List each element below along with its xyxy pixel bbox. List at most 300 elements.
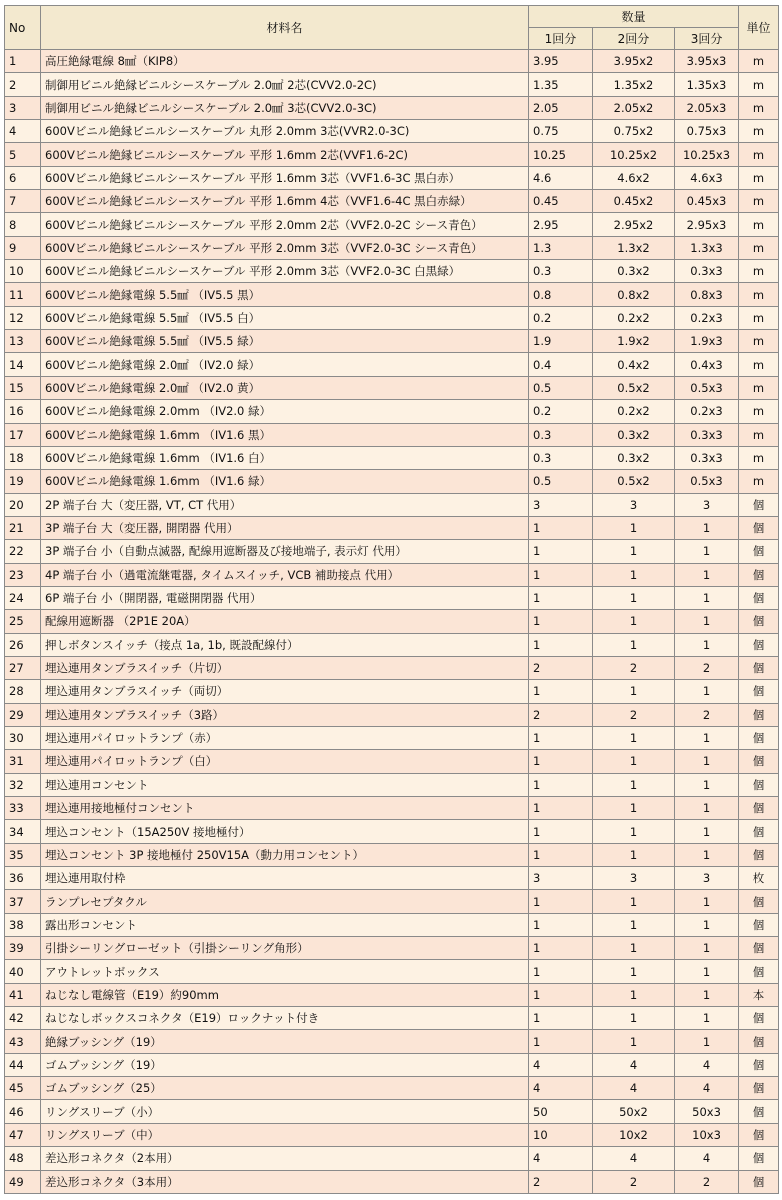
row-quantity-1: 1.35: [529, 73, 593, 96]
header-quantity-1: 1回分: [529, 28, 593, 50]
row-material-name: ねじなしボックスコネクタ（E19）ロックナット付き: [41, 1007, 529, 1030]
row-quantity-2: 0.45x2: [593, 190, 675, 213]
row-material-name: 600Vビニル絶縁ビニルシースケーブル 平形 2.0mm 2芯（VVF2.0-2C シース青色）: [41, 213, 529, 236]
row-quantity-3: 1: [675, 563, 739, 586]
row-no: 24: [5, 586, 41, 609]
row-material-name: 600Vビニル絶縁電線 2.0㎟ （IV2.0 緑）: [41, 353, 529, 376]
row-material-name: 600Vビニル絶縁電線 1.6mm （IV1.6 黒）: [41, 423, 529, 446]
row-no: 43: [5, 1030, 41, 1053]
row-quantity-1: 0.8: [529, 283, 593, 306]
row-quantity-2: 1: [593, 797, 675, 820]
row-unit: m: [739, 50, 779, 73]
row-no: 8: [5, 213, 41, 236]
row-unit: m: [739, 400, 779, 423]
row-quantity-1: 1: [529, 843, 593, 866]
header-quantity-3: 3回分: [675, 28, 739, 50]
row-unit: m: [739, 353, 779, 376]
row-quantity-2: 0.3x2: [593, 446, 675, 469]
row-unit: m: [739, 283, 779, 306]
row-material-name: 600Vビニル絶縁電線 5.5㎟ （IV5.5 黒）: [41, 283, 529, 306]
row-quantity-2: 0.3x2: [593, 423, 675, 446]
row-quantity-1: 1: [529, 610, 593, 633]
row-material-name: 高圧絶縁電線 8㎟（KIP8）: [41, 50, 529, 73]
row-no: 37: [5, 890, 41, 913]
table-row: [5, 820, 779, 843]
row-quantity-1: 1: [529, 516, 593, 539]
row-unit: 個: [739, 516, 779, 539]
row-quantity-1: 1: [529, 913, 593, 936]
row-quantity-2: 2: [593, 703, 675, 726]
row-quantity-2: 1: [593, 820, 675, 843]
row-quantity-2: 0.2x2: [593, 400, 675, 423]
row-quantity-3: 10.25x3: [675, 143, 739, 166]
row-no: 14: [5, 353, 41, 376]
row-material-name: 引掛シーリングローゼット（引掛シーリング角形）: [41, 937, 529, 960]
row-unit: 個: [739, 540, 779, 563]
table-row: [5, 1147, 779, 1170]
row-quantity-1: 1.9: [529, 330, 593, 353]
row-unit: 個: [739, 493, 779, 516]
row-quantity-2: 0.8x2: [593, 283, 675, 306]
row-unit: 個: [739, 913, 779, 936]
table-row: [5, 1170, 779, 1193]
row-unit: m: [739, 423, 779, 446]
row-quantity-2: 1: [593, 750, 675, 773]
row-quantity-2: 1: [593, 913, 675, 936]
row-no: 15: [5, 376, 41, 399]
row-quantity-3: 4.6x3: [675, 166, 739, 189]
table-row: [5, 1100, 779, 1123]
row-material-name: リングスリーブ（小）: [41, 1100, 529, 1123]
row-no: 18: [5, 446, 41, 469]
row-no: 1: [5, 50, 41, 73]
row-unit: m: [739, 446, 779, 469]
row-quantity-2: 3.95x2: [593, 50, 675, 73]
table-row: [5, 400, 779, 423]
table-row: [5, 633, 779, 656]
table-row: [5, 726, 779, 749]
row-no: 29: [5, 703, 41, 726]
row-quantity-2: 1.35x2: [593, 73, 675, 96]
row-quantity-2: 1: [593, 1030, 675, 1053]
row-quantity-3: 1: [675, 890, 739, 913]
row-material-name: 差込形コネクタ（3本用）: [41, 1170, 529, 1193]
row-unit: 個: [739, 750, 779, 773]
row-no: 41: [5, 983, 41, 1006]
row-no: 4: [5, 120, 41, 143]
row-quantity-2: 0.4x2: [593, 353, 675, 376]
row-quantity-3: 0.3x3: [675, 423, 739, 446]
row-unit: m: [739, 120, 779, 143]
table-row: [5, 190, 779, 213]
table-row: [5, 330, 779, 353]
row-no: 9: [5, 236, 41, 259]
table-row: [5, 797, 779, 820]
row-material-name: 埋込連用パイロットランプ（赤）: [41, 726, 529, 749]
row-quantity-2: 0.5x2: [593, 376, 675, 399]
row-unit: 個: [739, 633, 779, 656]
table-row: [5, 773, 779, 796]
row-quantity-1: 1.3: [529, 236, 593, 259]
row-quantity-3: 2.95x3: [675, 213, 739, 236]
row-quantity-3: 1.9x3: [675, 330, 739, 353]
row-quantity-3: 2.05x3: [675, 96, 739, 119]
row-quantity-2: 1: [593, 960, 675, 983]
table-row: [5, 120, 779, 143]
row-quantity-3: 0.75x3: [675, 120, 739, 143]
row-quantity-2: 1: [593, 773, 675, 796]
row-quantity-2: 1.9x2: [593, 330, 675, 353]
row-quantity-2: 1: [593, 633, 675, 656]
row-no: 2: [5, 73, 41, 96]
row-quantity-1: 0.2: [529, 400, 593, 423]
row-quantity-1: 2: [529, 1170, 593, 1193]
row-no: 16: [5, 400, 41, 423]
row-no: 30: [5, 726, 41, 749]
row-quantity-1: 3: [529, 867, 593, 890]
row-material-name: 露出形コンセント: [41, 913, 529, 936]
row-quantity-1: 0.3: [529, 423, 593, 446]
row-no: 33: [5, 797, 41, 820]
row-unit: 個: [739, 726, 779, 749]
row-quantity-1: 1: [529, 750, 593, 773]
row-quantity-3: 1: [675, 913, 739, 936]
row-quantity-1: 1: [529, 540, 593, 563]
row-quantity-3: 2: [675, 1170, 739, 1193]
row-no: 28: [5, 680, 41, 703]
row-unit: 個: [739, 703, 779, 726]
row-material-name: 600Vビニル絶縁ビニルシースケーブル 平形 2.0mm 3芯（VVF2.0-3C 白黒緑）: [41, 260, 529, 283]
header-unit: 単位: [739, 6, 779, 50]
table-row: [5, 260, 779, 283]
row-quantity-3: 3: [675, 867, 739, 890]
row-quantity-2: 2.95x2: [593, 213, 675, 236]
table-row: [5, 750, 779, 773]
row-quantity-2: 1: [593, 563, 675, 586]
row-unit: 個: [739, 843, 779, 866]
row-unit: 個: [739, 1077, 779, 1100]
row-no: 40: [5, 960, 41, 983]
table-row: [5, 283, 779, 306]
row-unit: 個: [739, 1100, 779, 1123]
row-no: 20: [5, 493, 41, 516]
row-material-name: リングスリーブ（中）: [41, 1123, 529, 1146]
row-no: 49: [5, 1170, 41, 1193]
row-material-name: 3P 端子台 小（自動点滅器, 配線用遮断器及び接地端子, 表示灯 代用）: [41, 540, 529, 563]
row-no: 3: [5, 96, 41, 119]
table-body: [5, 50, 779, 1194]
table-row: [5, 353, 779, 376]
row-material-name: 600Vビニル絶縁ビニルシースケーブル 平形 1.6mm 4芯（VVF1.6-4C 黒白赤緑）: [41, 190, 529, 213]
row-no: 38: [5, 913, 41, 936]
row-quantity-1: 1: [529, 797, 593, 820]
row-material-name: ランプレセプタクル: [41, 890, 529, 913]
row-quantity-2: 0.75x2: [593, 120, 675, 143]
row-material-name: アウトレットボックス: [41, 960, 529, 983]
row-quantity-3: 0.5x3: [675, 470, 739, 493]
table-row: [5, 563, 779, 586]
row-quantity-1: 0.3: [529, 446, 593, 469]
row-unit: m: [739, 143, 779, 166]
row-no: 19: [5, 470, 41, 493]
row-quantity-2: 1: [593, 726, 675, 749]
row-quantity-2: 1: [593, 540, 675, 563]
table-row: [5, 96, 779, 119]
row-quantity-1: 4: [529, 1077, 593, 1100]
row-material-name: 600Vビニル絶縁電線 1.6mm （IV1.6 緑）: [41, 470, 529, 493]
row-material-name: 埋込連用タンブラスイッチ（片切）: [41, 656, 529, 679]
row-material-name: 埋込連用取付枠: [41, 867, 529, 890]
table-row: [5, 446, 779, 469]
row-quantity-1: 0.5: [529, 376, 593, 399]
row-unit: 個: [739, 586, 779, 609]
row-no: 46: [5, 1100, 41, 1123]
row-quantity-2: 0.5x2: [593, 470, 675, 493]
row-quantity-2: 0.2x2: [593, 306, 675, 329]
row-unit: m: [739, 330, 779, 353]
row-quantity-1: 1: [529, 563, 593, 586]
header-quantity: 数量: [529, 6, 739, 28]
row-no: 6: [5, 166, 41, 189]
row-quantity-2: 4: [593, 1147, 675, 1170]
row-unit: 個: [739, 563, 779, 586]
row-quantity-1: 1: [529, 586, 593, 609]
row-quantity-3: 1: [675, 1030, 739, 1053]
row-unit: m: [739, 96, 779, 119]
row-no: 42: [5, 1007, 41, 1030]
table-row: [5, 913, 779, 936]
row-quantity-3: 1: [675, 773, 739, 796]
row-quantity-2: 2: [593, 1170, 675, 1193]
table-row: [5, 610, 779, 633]
row-no: 25: [5, 610, 41, 633]
row-material-name: 600Vビニル絶縁ビニルシースケーブル 平形 1.6mm 2芯(VVF1.6-2C): [41, 143, 529, 166]
row-unit: m: [739, 73, 779, 96]
row-no: 32: [5, 773, 41, 796]
row-material-name: 4P 端子台 小（過電流継電器, タイムスイッチ, VCB 補助接点 代用）: [41, 563, 529, 586]
row-material-name: 押しボタンスイッチ（接点 1a, 1b, 既設配線付）: [41, 633, 529, 656]
row-quantity-2: 10.25x2: [593, 143, 675, 166]
row-quantity-2: 1.3x2: [593, 236, 675, 259]
row-quantity-2: 1: [593, 516, 675, 539]
row-material-name: ゴムブッシング（19）: [41, 1053, 529, 1076]
row-no: 12: [5, 306, 41, 329]
row-quantity-1: 4: [529, 1053, 593, 1076]
row-quantity-2: 0.3x2: [593, 260, 675, 283]
row-no: 35: [5, 843, 41, 866]
row-quantity-3: 1: [675, 843, 739, 866]
row-quantity-3: 1: [675, 516, 739, 539]
row-quantity-3: 1: [675, 726, 739, 749]
row-no: 48: [5, 1147, 41, 1170]
row-quantity-1: 0.4: [529, 353, 593, 376]
row-material-name: 絶縁ブッシング（19）: [41, 1030, 529, 1053]
row-unit: 個: [739, 610, 779, 633]
table-row: [5, 143, 779, 166]
row-no: 23: [5, 563, 41, 586]
row-unit: 枚: [739, 867, 779, 890]
table-row: [5, 73, 779, 96]
row-material-name: ゴムブッシング（25）: [41, 1077, 529, 1100]
row-quantity-2: 1: [593, 843, 675, 866]
row-quantity-3: 1: [675, 960, 739, 983]
row-quantity-3: 50x3: [675, 1100, 739, 1123]
row-quantity-2: 4: [593, 1053, 675, 1076]
table-row: [5, 656, 779, 679]
row-unit: m: [739, 236, 779, 259]
row-quantity-3: 1: [675, 586, 739, 609]
table-row: [5, 516, 779, 539]
row-no: 10: [5, 260, 41, 283]
row-quantity-3: 2: [675, 656, 739, 679]
row-quantity-3: 1: [675, 633, 739, 656]
row-quantity-3: 0.5x3: [675, 376, 739, 399]
header-quantity-2: 2回分: [593, 28, 675, 50]
row-quantity-3: 1: [675, 680, 739, 703]
row-quantity-1: 0.2: [529, 306, 593, 329]
table-row: [5, 166, 779, 189]
row-unit: 個: [739, 960, 779, 983]
row-quantity-1: 2: [529, 703, 593, 726]
row-unit: 個: [739, 937, 779, 960]
table-row: [5, 236, 779, 259]
row-unit: 本: [739, 983, 779, 1006]
row-quantity-1: 1: [529, 680, 593, 703]
table-row: [5, 843, 779, 866]
row-unit: m: [739, 213, 779, 236]
row-unit: 個: [739, 1170, 779, 1193]
row-quantity-2: 2: [593, 656, 675, 679]
row-material-name: 600Vビニル絶縁ビニルシースケーブル 丸形 2.0mm 3芯(VVR2.0-3C): [41, 120, 529, 143]
row-no: 27: [5, 656, 41, 679]
row-quantity-1: 10: [529, 1123, 593, 1146]
table-row: [5, 540, 779, 563]
row-quantity-2: 10x2: [593, 1123, 675, 1146]
row-material-name: 3P 端子台 大（変圧器, 開閉器 代用）: [41, 516, 529, 539]
row-quantity-3: 0.3x3: [675, 260, 739, 283]
row-quantity-2: 1: [593, 610, 675, 633]
table-row: [5, 1030, 779, 1053]
row-material-name: 6P 端子台 小（開閉器, 電磁開閉器 代用）: [41, 586, 529, 609]
row-unit: 個: [739, 1007, 779, 1030]
table-row: [5, 1123, 779, 1146]
row-quantity-3: 1: [675, 937, 739, 960]
row-no: 47: [5, 1123, 41, 1146]
row-no: 22: [5, 540, 41, 563]
row-quantity-3: 3: [675, 493, 739, 516]
materials-table: [4, 5, 779, 1194]
row-material-name: 埋込連用タンブラスイッチ（両切）: [41, 680, 529, 703]
row-no: 11: [5, 283, 41, 306]
row-quantity-2: 1: [593, 937, 675, 960]
table-row: [5, 1077, 779, 1100]
row-material-name: 制御用ビニル絶縁ビニルシースケーブル 2.0㎟ 2芯(CVV2.0-2C): [41, 73, 529, 96]
row-quantity-2: 1: [593, 1007, 675, 1030]
row-quantity-1: 1: [529, 773, 593, 796]
row-material-name: ねじなし電線管（E19）約90mm: [41, 983, 529, 1006]
row-quantity-2: 3: [593, 493, 675, 516]
row-material-name: 制御用ビニル絶縁ビニルシースケーブル 2.0㎟ 3芯(CVV2.0-3C): [41, 96, 529, 119]
header-material-name: 材料名: [41, 6, 529, 50]
row-unit: m: [739, 166, 779, 189]
row-unit: m: [739, 190, 779, 213]
row-quantity-1: 4: [529, 1147, 593, 1170]
row-quantity-3: 1: [675, 750, 739, 773]
row-quantity-1: 0.75: [529, 120, 593, 143]
row-material-name: 埋込コンセント 3P 接地極付 250V15A（動力用コンセント）: [41, 843, 529, 866]
row-quantity-3: 2: [675, 703, 739, 726]
table-row: [5, 213, 779, 236]
header-no: No: [5, 6, 41, 50]
row-quantity-1: 2: [529, 656, 593, 679]
row-unit: 個: [739, 820, 779, 843]
row-no: 39: [5, 937, 41, 960]
row-quantity-1: 1: [529, 1030, 593, 1053]
row-quantity-1: 1: [529, 726, 593, 749]
row-quantity-1: 0.3: [529, 260, 593, 283]
row-quantity-2: 1: [593, 983, 675, 1006]
row-no: 44: [5, 1053, 41, 1076]
row-quantity-1: 1: [529, 960, 593, 983]
row-quantity-1: 50: [529, 1100, 593, 1123]
row-unit: 個: [739, 1030, 779, 1053]
row-quantity-2: 4.6x2: [593, 166, 675, 189]
row-no: 34: [5, 820, 41, 843]
row-material-name: 埋込コンセント（15A250V 接地極付）: [41, 820, 529, 843]
row-quantity-3: 3.95x3: [675, 50, 739, 73]
row-quantity-3: 0.45x3: [675, 190, 739, 213]
row-no: 45: [5, 1077, 41, 1100]
row-unit: m: [739, 306, 779, 329]
row-unit: 個: [739, 773, 779, 796]
row-no: 36: [5, 867, 41, 890]
row-quantity-2: 1: [593, 586, 675, 609]
row-quantity-3: 1.35x3: [675, 73, 739, 96]
row-quantity-1: 3.95: [529, 50, 593, 73]
table-row: [5, 493, 779, 516]
table-header: [5, 6, 779, 50]
row-material-name: 600Vビニル絶縁電線 2.0mm （IV2.0 緑）: [41, 400, 529, 423]
table-row: [5, 1053, 779, 1076]
table-row: [5, 703, 779, 726]
row-quantity-3: 0.4x3: [675, 353, 739, 376]
table-row: [5, 983, 779, 1006]
row-quantity-3: 1: [675, 820, 739, 843]
row-quantity-1: 1: [529, 983, 593, 1006]
table-row: [5, 586, 779, 609]
row-quantity-3: 1: [675, 610, 739, 633]
row-quantity-3: 0.2x3: [675, 400, 739, 423]
row-no: 31: [5, 750, 41, 773]
row-unit: 個: [739, 656, 779, 679]
row-quantity-3: 0.3x3: [675, 446, 739, 469]
row-quantity-3: 1: [675, 983, 739, 1006]
row-quantity-3: 0.2x3: [675, 306, 739, 329]
row-quantity-1: 1: [529, 633, 593, 656]
row-material-name: 600Vビニル絶縁電線 5.5㎟ （IV5.5 白）: [41, 306, 529, 329]
row-quantity-3: 1: [675, 797, 739, 820]
row-quantity-3: 0.8x3: [675, 283, 739, 306]
row-quantity-3: 10x3: [675, 1123, 739, 1146]
row-quantity-1: 1: [529, 1007, 593, 1030]
table-row: [5, 306, 779, 329]
row-quantity-2: 4: [593, 1077, 675, 1100]
row-quantity-2: 2.05x2: [593, 96, 675, 119]
table-row: [5, 890, 779, 913]
row-material-name: 600Vビニル絶縁ビニルシースケーブル 平形 2.0mm 3芯（VVF2.0-3C シース青色）: [41, 236, 529, 259]
row-quantity-2: 50x2: [593, 1100, 675, 1123]
row-material-name: 600Vビニル絶縁電線 5.5㎟ （IV5.5 緑）: [41, 330, 529, 353]
